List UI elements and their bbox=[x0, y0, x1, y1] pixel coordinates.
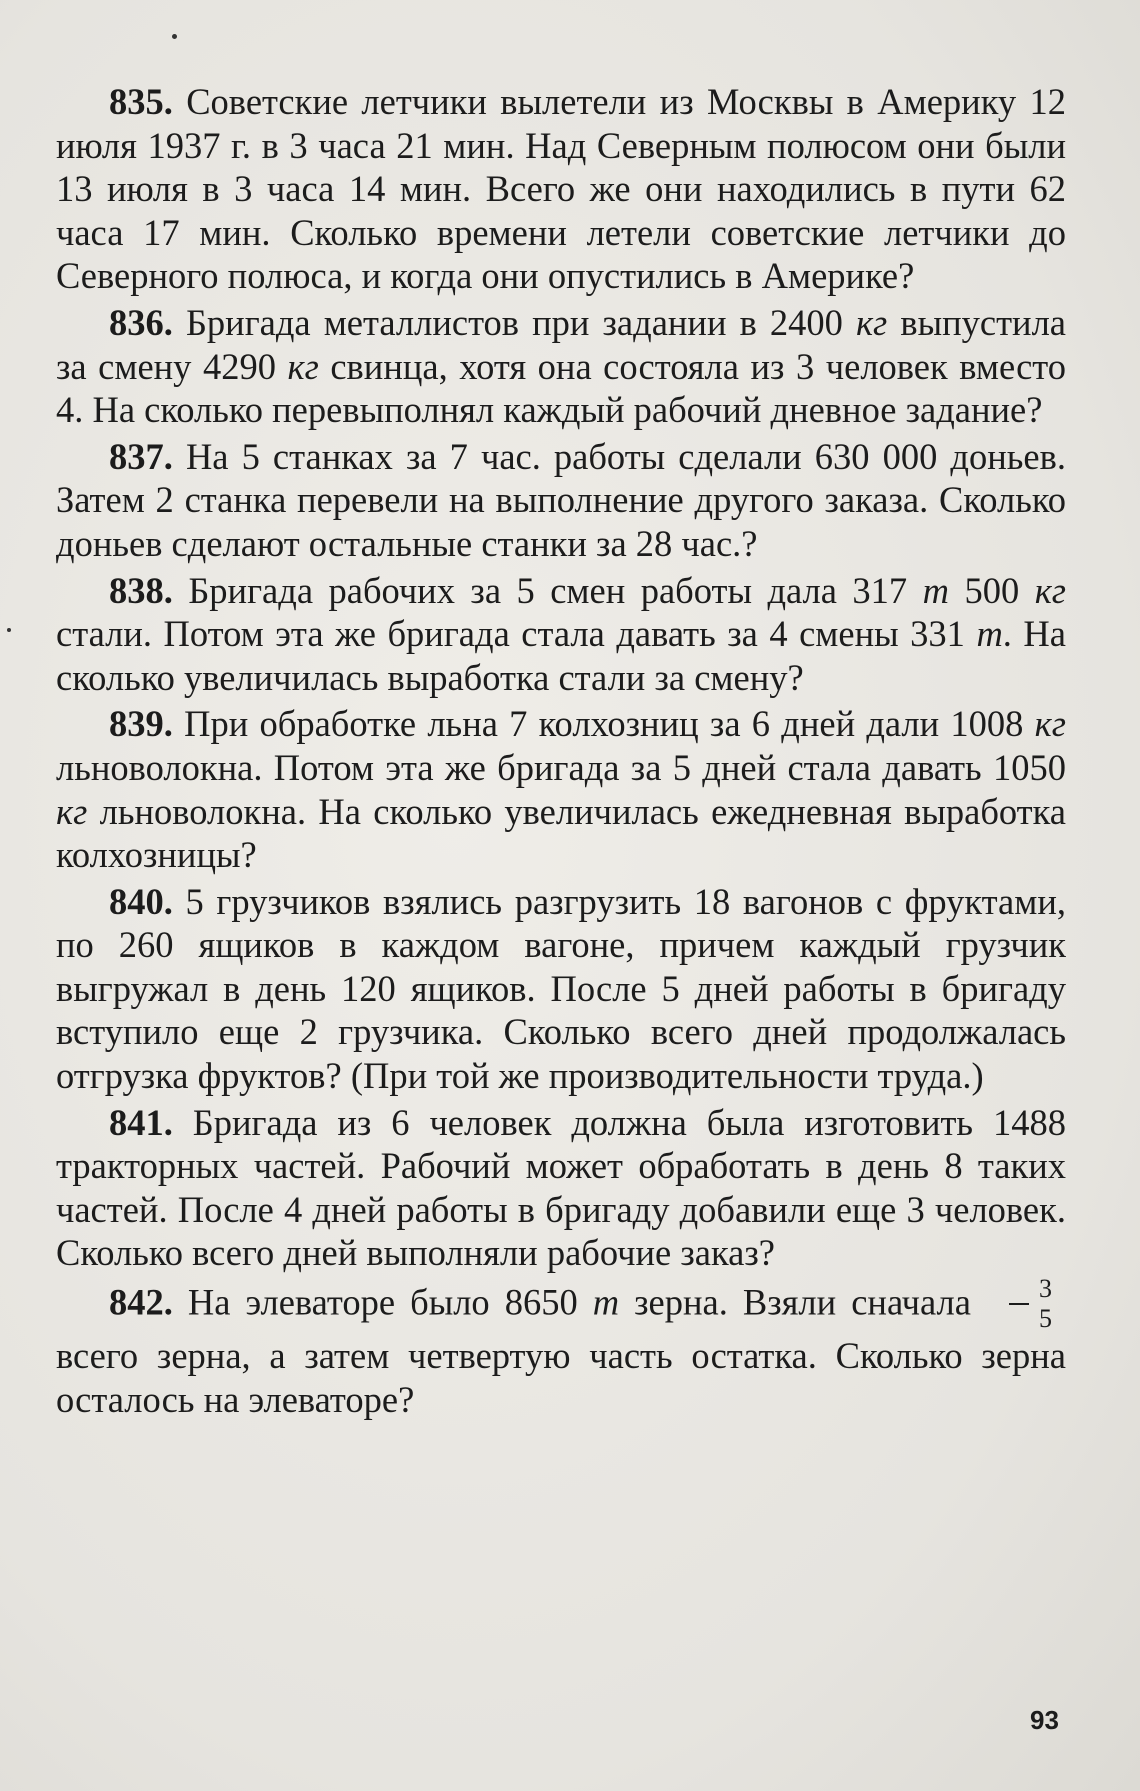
problem-838 bbox=[56, 569, 1066, 700]
problem-number: 839. bbox=[109, 703, 173, 745]
problem-number: 836. bbox=[109, 301, 173, 343]
unit-kg: кг bbox=[287, 345, 319, 387]
print-speck bbox=[7, 628, 11, 632]
fraction bbox=[986, 1276, 1052, 1332]
fraction-bar bbox=[1009, 1303, 1029, 1305]
problem-text: При обработке льна 7 колхозниц за 6 дней дали 1008 bbox=[172, 703, 1035, 745]
unit-t: т bbox=[592, 1281, 620, 1323]
problem-text: 5 грузчиков взялись разгрузить 18 вагонов с фруктами, по 260 ящиков в каждом вагоне, причем каждый грузчик выгружал в день 120 ящиков. После 5 дней работы в бригаду вступило еще 2 грузчика. Сколько всего дней продолжалась отгрузка фруктов? (При той же производительности труда.) bbox=[56, 880, 1066, 1097]
unit-kg: кг bbox=[855, 301, 888, 343]
problem-text: На 5 станках за 7 час. работы сделали 630 000 доньев. Затем 2 станка перевели на выполнение другого заказа. Сколько доньев сделают остальные станки за 28 час.? bbox=[56, 435, 1066, 564]
problem-842 bbox=[56, 1274, 1066, 1421]
problem-839 bbox=[56, 702, 1066, 876]
problem-text: . На сколько увеличилась выработка стали за смену? bbox=[56, 613, 1066, 698]
problems-text bbox=[56, 80, 1066, 1424]
problem-837 bbox=[56, 435, 1066, 566]
print-speck bbox=[172, 34, 177, 39]
problem-text: зерна. Взяли сначала bbox=[619, 1281, 986, 1323]
problem-836 bbox=[56, 301, 1066, 432]
unit-t: т bbox=[922, 569, 949, 611]
unit-kg: кг bbox=[56, 790, 88, 832]
unit-kg: кг bbox=[1034, 569, 1067, 611]
problem-text: выпустила за смену 4290 bbox=[56, 301, 1066, 387]
problem-number: 835. bbox=[109, 81, 173, 122]
problem-text: льноволокна. Потом эта же бригада за 5 дней стала давать 1050 bbox=[56, 746, 1066, 788]
problem-number: 840. bbox=[109, 880, 173, 922]
problem-number: 837. bbox=[109, 435, 173, 477]
problem-text: Бригада рабочих за 5 смен работы дала 317 bbox=[172, 569, 923, 611]
problem-number: 841. bbox=[109, 1101, 173, 1143]
fraction-numerator: 3 bbox=[1039, 1274, 1052, 1304]
problem-text: 500 bbox=[949, 569, 1035, 611]
problem-text: всего зерна, а затем четвертую часть остатка. Сколько зерна осталось на элеваторе? bbox=[56, 1335, 1066, 1420]
problem-text: Бригада металлистов при задании в 2400 bbox=[172, 301, 856, 343]
unit-t: т bbox=[976, 613, 1003, 655]
problem-text: стали. Потом эта же бригада стала давать за 4 смены 331 bbox=[56, 613, 977, 655]
problem-text: свинца, хотя она состояла из 3 человек вместо 4. На сколько перевыполнял каждый рабочий дневное задание? bbox=[56, 345, 1066, 431]
problem-number: 842. bbox=[109, 1281, 173, 1323]
fraction-denominator: 5 bbox=[1039, 1304, 1052, 1334]
problem-text: льноволокна. На сколько увеличилась ежедневная выработка колхозницы? bbox=[56, 790, 1066, 876]
page-number: 93 bbox=[1030, 1705, 1059, 1735]
problem-835 bbox=[56, 80, 1066, 298]
problem-text: Советские летчики вылетели из Москвы в Америку 12 июля 1937 г. в 3 часа 21 мин. Над Северным полюсом они были 13 июля в 3 часа 14 мин. Всего же они находились в пути 62 часа 17 мин. Сколько времени летели советские летчики до Северного полюса, и когда они опустились в Америке? bbox=[56, 81, 1066, 297]
problem-841 bbox=[56, 1101, 1066, 1275]
problem-number: 838. bbox=[109, 569, 173, 611]
unit-kg: кг bbox=[1034, 703, 1066, 745]
problem-text: На элеваторе было 8650 bbox=[172, 1281, 593, 1323]
problem-text: Бригада из 6 человек должна была изготовить 1488 тракторных частей. Рабочий может обработать в день 8 таких частей. После 4 дней работы в бригаду добавили еще 3 человек. Сколько всего дней выполняли рабочие заказ? bbox=[56, 1101, 1066, 1274]
problem-840 bbox=[56, 880, 1066, 1098]
